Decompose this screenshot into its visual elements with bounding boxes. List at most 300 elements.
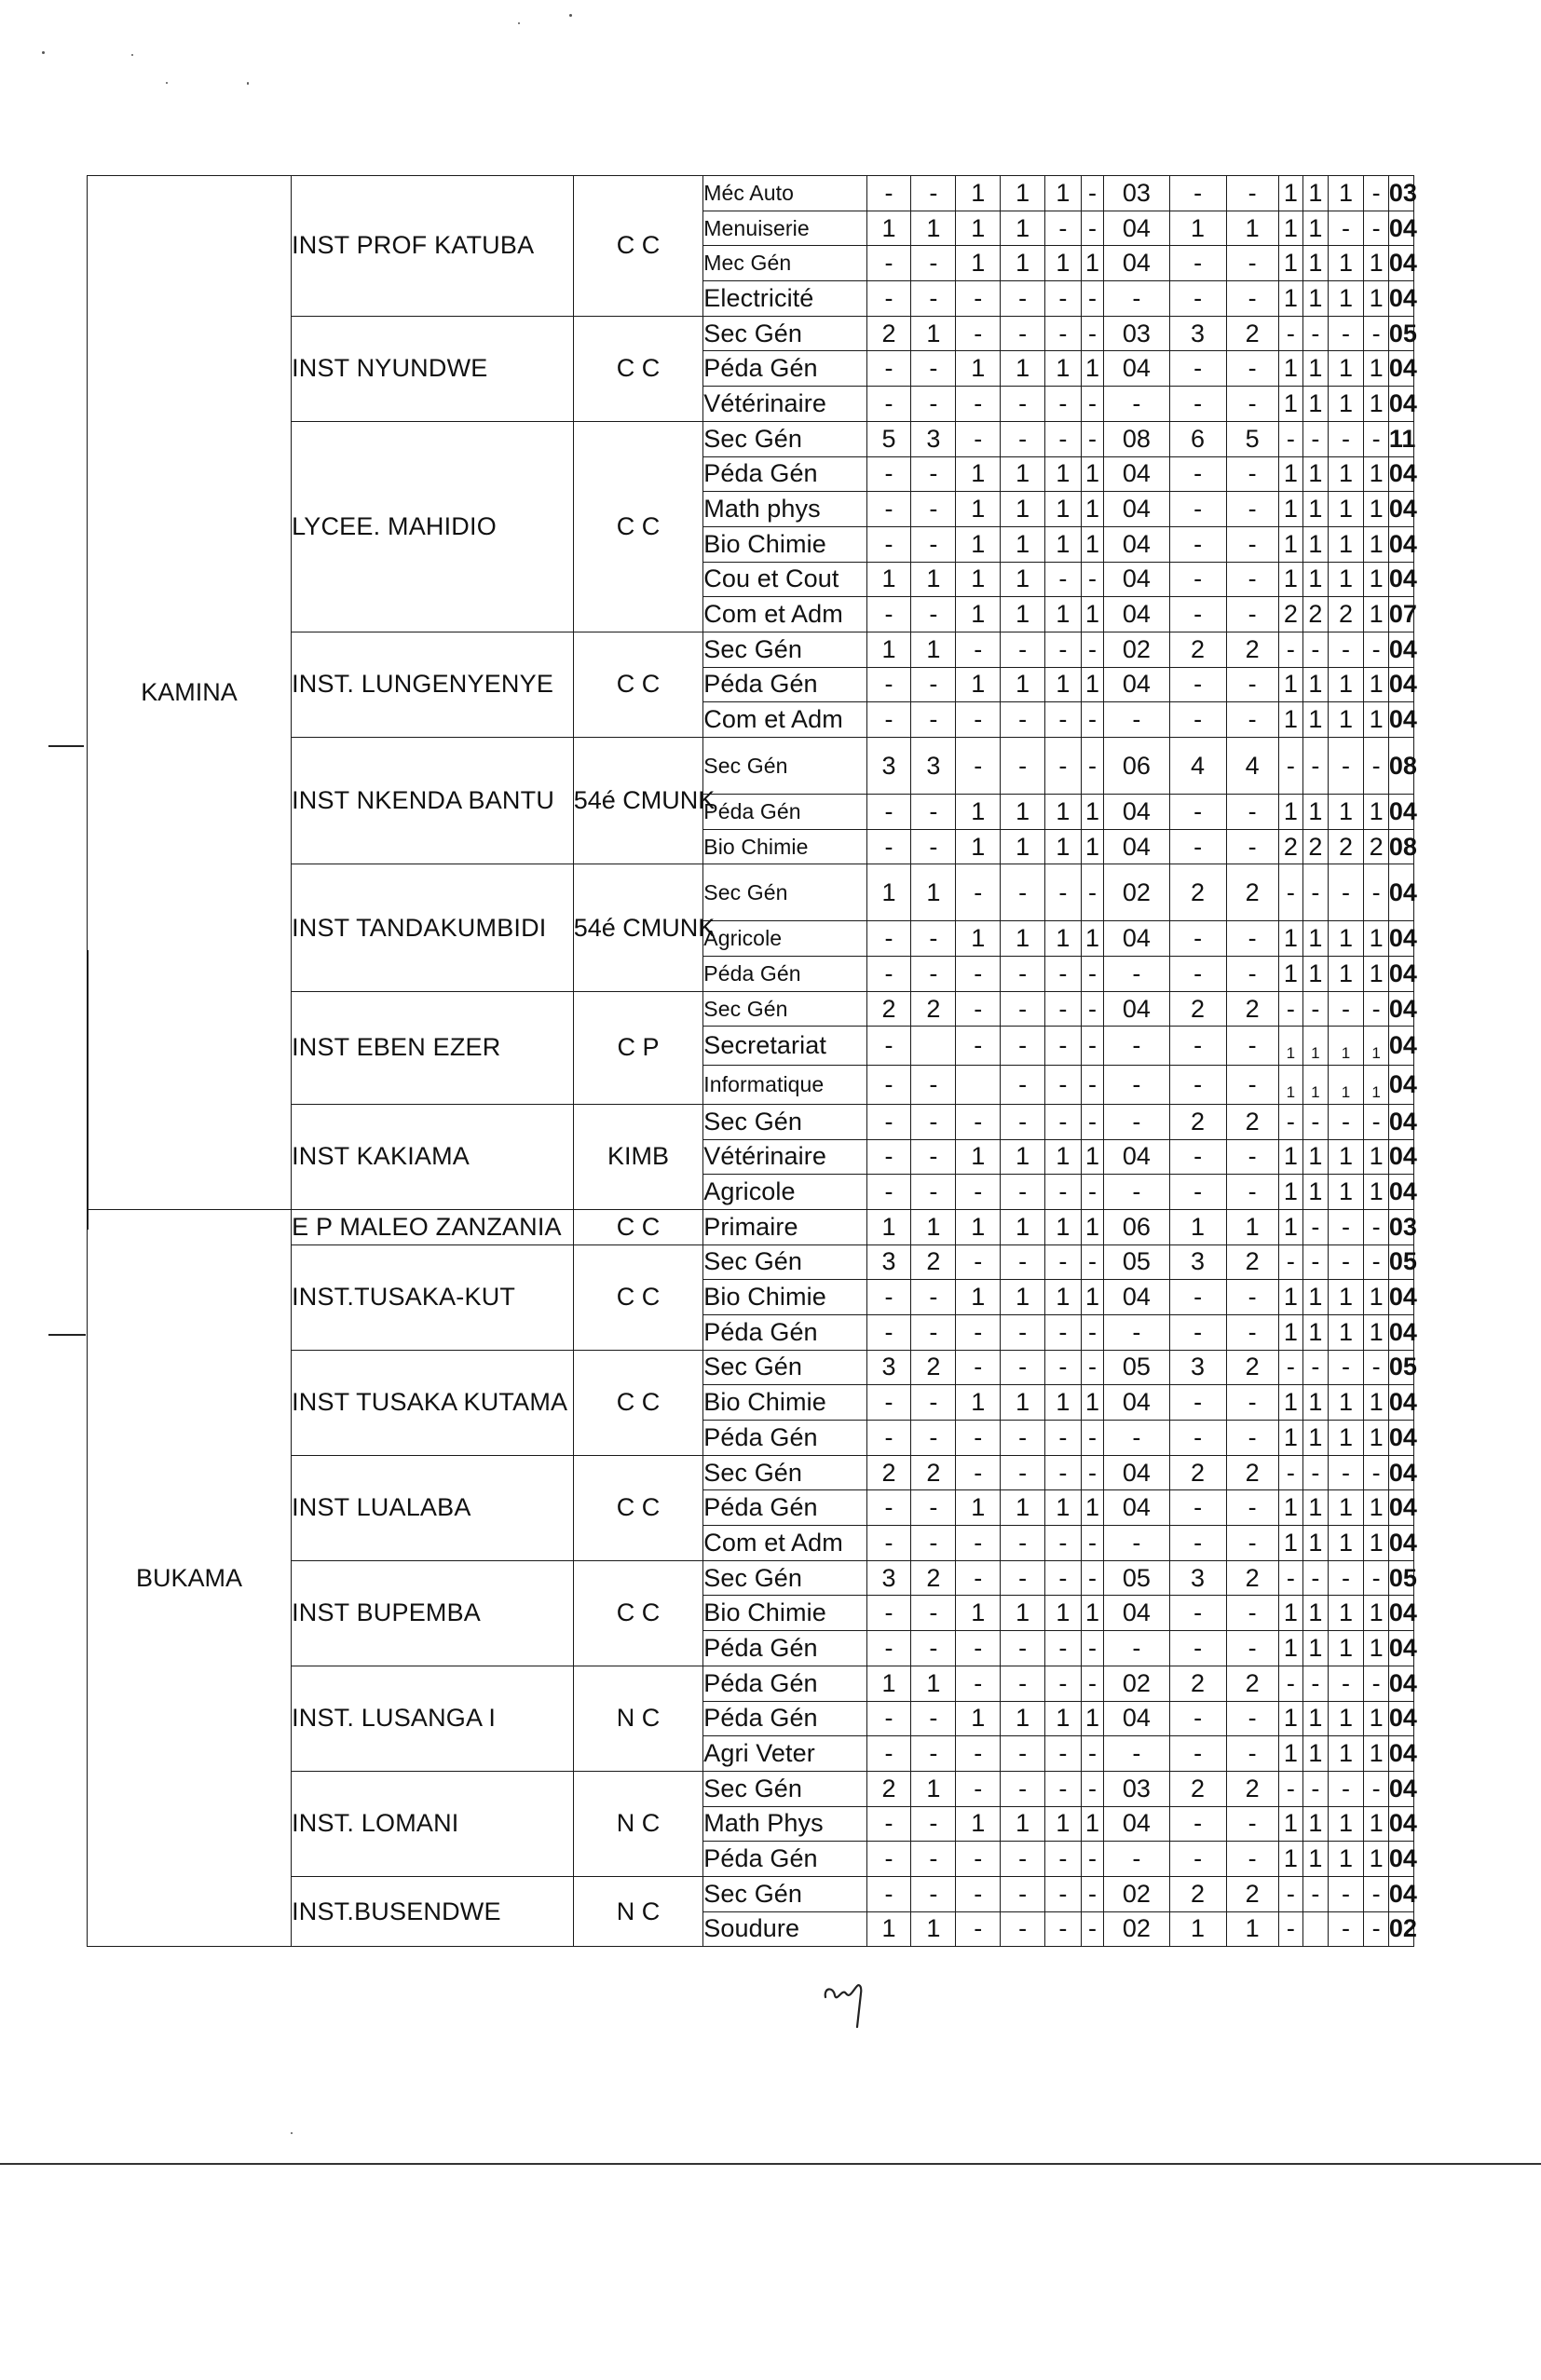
count-cell: 2 — [1226, 1876, 1278, 1911]
count-cell: 1 — [1169, 1911, 1226, 1947]
count-cell: 1 — [1303, 1421, 1328, 1456]
total-cell: 04 — [1388, 1421, 1414, 1456]
count-cell: - — [956, 1455, 1001, 1490]
school-regime-cell: C C — [573, 1209, 703, 1244]
count-cell: 1 — [956, 795, 1001, 830]
count-cell: - — [1226, 1139, 1278, 1175]
count-cell: 1 — [1364, 492, 1388, 527]
count-cell: 04 — [1104, 795, 1169, 830]
total-cell: 04 — [1388, 702, 1414, 738]
count-cell: 04 — [1104, 667, 1169, 702]
count-cell: 1 — [1278, 562, 1302, 597]
table-row — [88, 1104, 1491, 1139]
count-cell: - — [1303, 1666, 1328, 1701]
count-cell: - — [1045, 702, 1082, 738]
count-cell: - — [1001, 1027, 1045, 1066]
total-cell: 04 — [1388, 1027, 1414, 1066]
count-cell: - — [1001, 1526, 1045, 1561]
count-cell: 1 — [1001, 1385, 1045, 1421]
total-cell: 04 — [1388, 991, 1414, 1027]
count-cell: - — [1278, 1455, 1302, 1490]
total-cell: 04 — [1388, 351, 1414, 387]
count-cell: - — [1045, 1736, 1082, 1772]
count-cell: - — [1226, 176, 1278, 211]
total-cell: 08 — [1388, 829, 1414, 864]
count-cell: - — [1226, 829, 1278, 864]
count-cell: 1 — [956, 1280, 1001, 1315]
count-cell: 1 — [1364, 597, 1388, 632]
count-cell: - — [1303, 738, 1328, 795]
option-cell: Péda Gén — [703, 1842, 866, 1877]
count-cell: 2 — [866, 1771, 911, 1806]
total-cell: 04 — [1388, 281, 1414, 317]
count-cell: 1 — [1303, 492, 1328, 527]
count-cell: 3 — [866, 738, 911, 795]
count-cell: - — [1081, 1175, 1103, 1210]
count-cell: 1 — [1364, 1596, 1388, 1631]
total-cell: 05 — [1388, 1244, 1414, 1280]
count-cell: 04 — [1104, 1385, 1169, 1421]
count-cell: 1 — [1364, 1526, 1388, 1561]
count-cell: - — [1278, 1666, 1302, 1701]
table-row — [88, 1771, 1491, 1806]
count-cell: - — [956, 1350, 1001, 1385]
count-cell: 04 — [1104, 1280, 1169, 1315]
count-cell: - — [1278, 1560, 1302, 1596]
count-cell: - — [1045, 421, 1082, 456]
table-row — [88, 1876, 1491, 1911]
count-cell: 02 — [1104, 1911, 1169, 1947]
count-cell: 3 — [866, 1560, 911, 1596]
count-cell: - — [911, 351, 956, 387]
count-cell: 02 — [1104, 864, 1169, 921]
count-cell: - — [1104, 1631, 1169, 1666]
count-cell: - — [866, 1490, 911, 1526]
count-cell: - — [1169, 1385, 1226, 1421]
count-cell: 1 — [1303, 1175, 1328, 1210]
count-cell: - — [1081, 1911, 1103, 1947]
count-cell: 1 — [1001, 1806, 1045, 1842]
option-cell: Menuiserie — [703, 211, 866, 246]
total-cell: 04 — [1388, 562, 1414, 597]
count-cell: - — [1328, 864, 1364, 921]
count-cell: 04 — [1104, 1701, 1169, 1736]
count-cell: 1 — [1278, 1842, 1302, 1877]
count-cell: - — [1364, 1876, 1388, 1911]
school-regime-cell: N C — [573, 1666, 703, 1771]
count-cell: 1 — [1045, 492, 1082, 527]
count-cell: - — [1104, 1736, 1169, 1772]
count-cell: 1 — [1328, 1736, 1364, 1772]
count-cell: - — [1081, 421, 1103, 456]
table-row — [88, 316, 1491, 351]
count-cell: 1 — [956, 211, 1001, 246]
option-cell: Péda Gén — [703, 1314, 866, 1350]
option-cell: Péda Gén — [703, 1421, 866, 1456]
count-cell: - — [911, 492, 956, 527]
count-cell: - — [1169, 1842, 1226, 1877]
option-cell: Sec Gén — [703, 1876, 866, 1911]
count-cell: - — [1303, 421, 1328, 456]
count-cell: 1 — [1364, 526, 1388, 562]
count-cell: - — [866, 492, 911, 527]
count-cell: - — [1364, 316, 1388, 351]
count-cell: - — [1226, 795, 1278, 830]
count-cell: - — [911, 921, 956, 957]
count-cell: - — [911, 281, 956, 317]
count-cell: 1 — [1328, 1385, 1364, 1421]
count-cell: - — [956, 1631, 1001, 1666]
count-cell: 1 — [1328, 1701, 1364, 1736]
count-cell: - — [911, 1066, 956, 1105]
count-cell: 1 — [1278, 246, 1302, 281]
count-cell: - — [1226, 667, 1278, 702]
count-cell: 2 — [1226, 632, 1278, 667]
count-cell: - — [1226, 597, 1278, 632]
school-regime-cell: KIMB — [573, 1104, 703, 1209]
count-cell: - — [1169, 921, 1226, 957]
count-cell: 1 — [1278, 1490, 1302, 1526]
option-cell: Agricole — [703, 921, 866, 957]
count-cell: 1 — [1303, 1736, 1328, 1772]
count-cell: - — [1226, 1421, 1278, 1456]
count-cell: - — [956, 1421, 1001, 1456]
count-cell: - — [1278, 1104, 1302, 1139]
count-cell: - — [1045, 632, 1082, 667]
count-cell: - — [911, 829, 956, 864]
count-cell: 1 — [1303, 921, 1328, 957]
count-cell — [911, 1027, 956, 1066]
count-cell: - — [1045, 1455, 1082, 1490]
count-cell: 1 — [1303, 1139, 1328, 1175]
count-cell: 08 — [1104, 421, 1169, 456]
count-cell: - — [1081, 1842, 1103, 1877]
count-cell: - — [866, 1842, 911, 1877]
count-cell: - — [866, 1280, 911, 1315]
count-cell: 1 — [956, 1806, 1001, 1842]
count-cell: 04 — [1104, 1596, 1169, 1631]
count-cell: - — [1104, 1526, 1169, 1561]
total-cell: 04 — [1388, 246, 1414, 281]
count-cell: - — [1001, 957, 1045, 992]
count-cell: 1 — [1278, 1421, 1302, 1456]
count-cell: - — [1303, 1455, 1328, 1490]
total-cell: 04 — [1388, 1771, 1414, 1806]
school-name-cell: INST KAKIAMA — [292, 1104, 574, 1209]
count-cell: 1 — [1303, 1806, 1328, 1842]
count-cell: - — [1045, 1876, 1082, 1911]
total-cell: 04 — [1388, 632, 1414, 667]
province-cell: BUKAMA — [88, 1209, 292, 1946]
option-cell: Sec Gén — [703, 316, 866, 351]
count-cell: 1 — [1328, 667, 1364, 702]
count-cell: - — [1226, 1027, 1278, 1066]
count-cell: - — [1001, 1104, 1045, 1139]
total-cell: 04 — [1388, 1490, 1414, 1526]
count-cell: - — [866, 246, 911, 281]
count-cell: - — [1081, 1736, 1103, 1772]
count-cell: - — [866, 1806, 911, 1842]
count-cell: - — [1169, 176, 1226, 211]
total-cell: 11 — [1388, 421, 1414, 456]
count-cell: - — [1001, 387, 1045, 422]
count-cell: - — [911, 1314, 956, 1350]
count-cell: - — [1303, 632, 1328, 667]
count-cell: - — [866, 829, 911, 864]
province-cell: KAMINA — [88, 176, 292, 1210]
count-cell: - — [1081, 1421, 1103, 1456]
count-cell: - — [911, 1806, 956, 1842]
count-cell: 1 — [1303, 1066, 1328, 1105]
total-cell: 05 — [1388, 316, 1414, 351]
count-cell: - — [1045, 1421, 1082, 1456]
count-cell: - — [1081, 991, 1103, 1027]
count-cell: 1 — [1278, 957, 1302, 992]
count-cell: 2 — [1226, 991, 1278, 1027]
count-cell: 1 — [1328, 702, 1364, 738]
count-cell: - — [956, 702, 1001, 738]
count-cell: - — [1045, 1771, 1082, 1806]
total-cell: 04 — [1388, 1455, 1414, 1490]
count-cell: 1 — [1364, 1385, 1388, 1421]
count-cell: - — [1328, 632, 1364, 667]
table-row — [88, 421, 1491, 456]
count-cell: 1 — [956, 1490, 1001, 1526]
count-cell: 5 — [1226, 421, 1278, 456]
count-cell: 04 — [1104, 1455, 1169, 1490]
count-cell: - — [911, 1842, 956, 1877]
count-cell: 1 — [1328, 957, 1364, 992]
count-cell: - — [1081, 1244, 1103, 1280]
count-cell: - — [1169, 1027, 1226, 1066]
count-cell: - — [1328, 1771, 1364, 1806]
count-cell: - — [1001, 1631, 1045, 1666]
count-cell: - — [1169, 829, 1226, 864]
table-row — [88, 864, 1491, 921]
school-name-cell: LYCEE. MAHIDIO — [292, 421, 574, 632]
count-cell: 1 — [1364, 702, 1388, 738]
count-cell: - — [911, 1104, 956, 1139]
option-cell: Péda Gén — [703, 1701, 866, 1736]
total-cell: 04 — [1388, 1104, 1414, 1139]
count-cell: - — [1169, 1139, 1226, 1175]
count-cell: 03 — [1104, 1771, 1169, 1806]
count-cell: 03 — [1104, 316, 1169, 351]
total-cell: 04 — [1388, 1806, 1414, 1842]
count-cell: 1 — [1278, 1066, 1302, 1105]
count-cell: - — [1226, 702, 1278, 738]
school-name-cell: INST EBEN EZER — [292, 991, 574, 1104]
count-cell: 1 — [956, 829, 1001, 864]
count-cell: - — [1226, 1631, 1278, 1666]
count-cell: 4 — [1169, 738, 1226, 795]
count-cell: 2 — [1226, 1771, 1278, 1806]
count-cell: 1 — [956, 1139, 1001, 1175]
school-regime-cell: C C — [573, 632, 703, 737]
count-cell: 1 — [1364, 1066, 1388, 1105]
count-cell: - — [956, 738, 1001, 795]
count-cell: - — [1278, 1771, 1302, 1806]
count-cell: - — [1081, 1455, 1103, 1490]
count-cell: - — [1226, 1280, 1278, 1315]
count-cell: - — [1045, 1631, 1082, 1666]
count-cell: 2 — [1169, 1104, 1226, 1139]
count-cell: - — [866, 1385, 911, 1421]
count-cell: 1 — [1081, 1806, 1103, 1842]
count-cell: 1 — [1278, 526, 1302, 562]
count-cell: 2 — [1226, 1455, 1278, 1490]
count-cell: 1 — [1303, 1842, 1328, 1877]
option-cell: Péda Gén — [703, 1490, 866, 1526]
count-cell: 1 — [866, 1209, 911, 1244]
count-cell: - — [1104, 702, 1169, 738]
count-cell: - — [1001, 421, 1045, 456]
scan-speck — [166, 82, 168, 84]
table-row — [88, 1455, 1491, 1490]
option-cell: Sec Gén — [703, 632, 866, 667]
count-cell: 1 — [1364, 1842, 1388, 1877]
count-cell: 1 — [1303, 351, 1328, 387]
count-cell: 1 — [1303, 526, 1328, 562]
option-cell: Péda Gén — [703, 667, 866, 702]
school-name-cell: E P MALEO ZANZANIA — [292, 1209, 574, 1244]
count-cell: 04 — [1104, 526, 1169, 562]
count-cell: - — [1169, 795, 1226, 830]
total-cell: 04 — [1388, 456, 1414, 492]
option-cell: Com et Adm — [703, 597, 866, 632]
count-cell: - — [1104, 1104, 1169, 1139]
count-cell: - — [866, 1066, 911, 1105]
total-cell: 04 — [1388, 795, 1414, 830]
count-cell: - — [866, 351, 911, 387]
count-cell: - — [1081, 864, 1103, 921]
count-cell: 1 — [1328, 526, 1364, 562]
count-cell: 1 — [1045, 351, 1082, 387]
count-cell: - — [1364, 632, 1388, 667]
school-name-cell: INST.TUSAKA-KUT — [292, 1244, 574, 1350]
count-cell: 1 — [1303, 667, 1328, 702]
count-cell: - — [1364, 738, 1388, 795]
count-cell: - — [956, 316, 1001, 351]
count-cell: 2 — [1226, 1666, 1278, 1701]
count-cell: - — [1001, 1175, 1045, 1210]
count-cell: - — [1045, 562, 1082, 597]
count-cell: 1 — [1328, 562, 1364, 597]
count-cell: 1 — [1364, 1175, 1388, 1210]
count-cell: 1 — [1001, 211, 1045, 246]
count-cell: - — [1169, 667, 1226, 702]
count-cell: 1 — [1045, 597, 1082, 632]
count-cell: - — [1045, 1560, 1082, 1596]
count-cell: 04 — [1104, 492, 1169, 527]
count-cell: 1 — [1278, 351, 1302, 387]
count-cell: - — [1045, 1244, 1082, 1280]
count-cell: - — [1169, 351, 1226, 387]
count-cell: 1 — [1328, 387, 1364, 422]
count-cell: 1 — [1303, 957, 1328, 992]
count-cell: 1 — [1226, 211, 1278, 246]
count-cell: 1 — [1278, 1139, 1302, 1175]
total-cell: 04 — [1388, 1314, 1414, 1350]
count-cell: - — [866, 1104, 911, 1139]
count-cell: 2 — [1364, 829, 1388, 864]
count-cell: - — [911, 1280, 956, 1315]
count-cell: 1 — [1045, 1701, 1082, 1736]
count-cell: - — [1104, 957, 1169, 992]
count-cell: - — [1001, 1244, 1045, 1280]
count-cell: 04 — [1104, 456, 1169, 492]
count-cell: 1 — [1001, 176, 1045, 211]
count-cell: - — [956, 1526, 1001, 1561]
count-cell: - — [1226, 1385, 1278, 1421]
count-cell: 1 — [1303, 795, 1328, 830]
count-cell: - — [956, 1175, 1001, 1210]
count-cell: - — [1328, 1455, 1364, 1490]
count-cell: - — [1001, 1771, 1045, 1806]
count-cell: - — [956, 1736, 1001, 1772]
count-cell: 1 — [1081, 921, 1103, 957]
count-cell: 1 — [1328, 1421, 1364, 1456]
count-cell: 2 — [1328, 597, 1364, 632]
count-cell: - — [866, 456, 911, 492]
count-cell: 1 — [956, 246, 1001, 281]
count-cell: - — [1364, 1244, 1388, 1280]
count-cell: - — [1226, 1175, 1278, 1210]
count-cell: 05 — [1104, 1350, 1169, 1385]
count-cell: - — [911, 1596, 956, 1631]
count-cell: 1 — [1364, 1139, 1388, 1175]
school-regime-cell: C C — [573, 1560, 703, 1666]
count-cell: 1 — [1303, 1027, 1328, 1066]
count-cell: - — [1328, 1104, 1364, 1139]
count-cell: 1 — [1364, 1314, 1388, 1350]
count-cell: 1 — [1045, 1209, 1082, 1244]
count-cell: - — [911, 1701, 956, 1736]
count-cell: 1 — [956, 667, 1001, 702]
count-cell: - — [1001, 1421, 1045, 1456]
count-cell: 2 — [1169, 1666, 1226, 1701]
count-cell: - — [1278, 864, 1302, 921]
count-cell: - — [1169, 957, 1226, 992]
count-cell: - — [1169, 1066, 1226, 1105]
count-cell: - — [1226, 957, 1278, 992]
count-cell: - — [911, 1421, 956, 1456]
count-cell: 1 — [1081, 1490, 1103, 1526]
count-cell: 1 — [911, 562, 956, 597]
count-cell: - — [1001, 1666, 1045, 1701]
count-cell: 1 — [1045, 246, 1082, 281]
count-cell — [1303, 1911, 1328, 1947]
count-cell: 1 — [1045, 1385, 1082, 1421]
count-cell: 04 — [1104, 211, 1169, 246]
count-cell: 1 — [1364, 957, 1388, 992]
count-cell: - — [1303, 316, 1328, 351]
count-cell: 1 — [911, 864, 956, 921]
count-cell: 3 — [911, 738, 956, 795]
count-cell: 1 — [1303, 1596, 1328, 1631]
option-cell: Péda Gén — [703, 1666, 866, 1701]
count-cell: 1 — [1278, 387, 1302, 422]
count-cell: 1 — [1303, 1526, 1328, 1561]
count-cell: 2 — [1169, 991, 1226, 1027]
count-cell: 1 — [1328, 1027, 1364, 1066]
count-cell: 1 — [1081, 1209, 1103, 1244]
option-cell: Péda Gén — [703, 351, 866, 387]
option-cell: Soudure — [703, 1911, 866, 1947]
count-cell: - — [956, 281, 1001, 317]
count-cell: - — [1278, 1911, 1302, 1947]
count-cell: 1 — [956, 921, 1001, 957]
